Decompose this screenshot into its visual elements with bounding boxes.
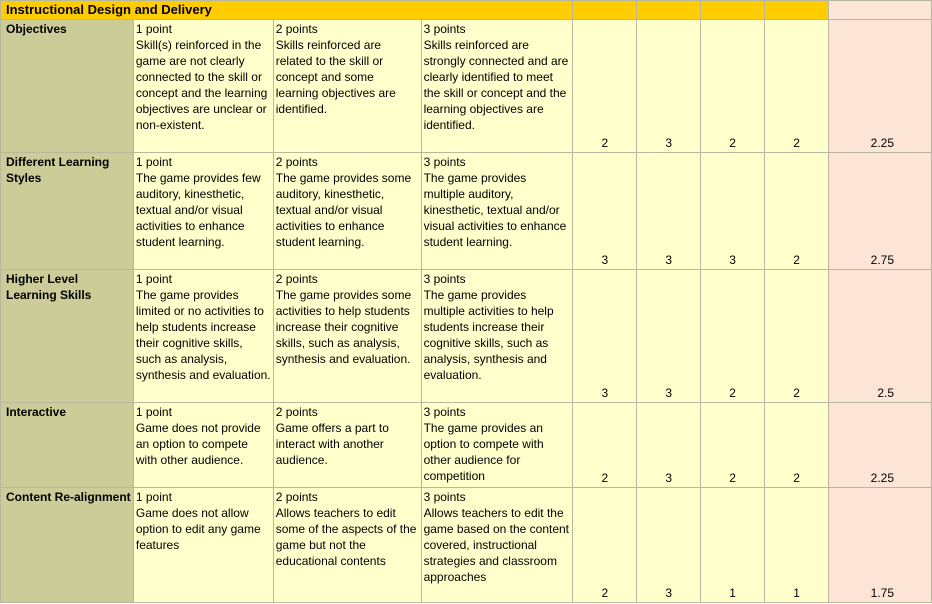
header-cell-score-1[interactable] xyxy=(573,1,637,20)
level-points-label: 3 points xyxy=(423,155,466,169)
level-description: The game provides some activities to help students increase their cognitive skills, such as analysis, synthesis and evaluation. xyxy=(275,288,412,366)
average-cell[interactable]: 2.5 xyxy=(828,270,931,403)
score-cell-4[interactable]: 2 xyxy=(765,153,829,270)
score-cell-4[interactable]: 2 xyxy=(765,20,829,153)
level-description: Allows teachers to edit the game based on the content covered, instructional strategies and classroom approaches xyxy=(423,506,570,584)
level-description: The game provides multiple activities to help students increase their cognitive skills, such as analysis, synthesis and evaluation. xyxy=(423,288,554,382)
level-description: The game provides multiple auditory, kinesthetic, textual and/or visual activities to enhance student learning. xyxy=(423,171,567,249)
level-description: Skills reinforced are related to the skill or concept and some learning objectives are identified. xyxy=(275,38,396,116)
criterion-cell[interactable]: Objectives xyxy=(1,20,134,153)
criterion-cell[interactable]: Higher Level Learning Skills xyxy=(1,270,134,403)
level-points-label: 3 points xyxy=(423,22,466,36)
score-cell-2[interactable]: 3 xyxy=(637,403,701,488)
level-description: Skills reinforced are strongly connected and are clearly identified to meet the skill or concept and the learning objectives are identified. xyxy=(423,38,569,132)
level-points-label: 3 points xyxy=(423,490,466,504)
score-cell-1[interactable]: 3 xyxy=(573,153,637,270)
criterion-cell[interactable]: Different Learning Styles xyxy=(1,153,134,270)
level-description: Game does not allow option to edit any game features xyxy=(135,506,261,552)
table-row xyxy=(1,403,932,488)
rubric-body xyxy=(1,20,932,603)
score-cell-3[interactable]: 2 xyxy=(701,270,765,403)
level-3-cell[interactable] xyxy=(421,20,573,153)
level-points-label: 2 points xyxy=(275,405,318,419)
level-3-cell[interactable] xyxy=(421,488,573,603)
average-cell[interactable]: 2.25 xyxy=(828,20,931,153)
average-cell[interactable]: 2.25 xyxy=(828,403,931,488)
header-cell-score-2[interactable] xyxy=(637,1,701,20)
level-points-label: 2 points xyxy=(275,490,318,504)
level-2-cell[interactable] xyxy=(273,270,421,403)
level-1-cell[interactable] xyxy=(133,270,273,403)
level-description: Allows teachers to edit some of the aspects of the game but not the educational contents xyxy=(275,506,417,568)
score-cell-2[interactable]: 3 xyxy=(637,20,701,153)
section-title[interactable]: Instructional Design and Delivery xyxy=(1,1,573,20)
section-header-row xyxy=(1,1,932,20)
level-2-cell[interactable] xyxy=(273,153,421,270)
score-cell-1[interactable]: 3 xyxy=(573,270,637,403)
level-description: Skill(s) reinforced in the game are not clearly connected to the skill or concept and the learning objectives are unclear or non-existent. xyxy=(135,38,268,132)
header-cell-score-3[interactable] xyxy=(701,1,765,20)
level-points-label: 1 point xyxy=(135,405,172,419)
header-cell-average[interactable] xyxy=(828,1,931,20)
level-1-cell[interactable] xyxy=(133,488,273,603)
level-3-cell[interactable] xyxy=(421,403,573,488)
level-description: Game offers a part to interact with another audience. xyxy=(275,421,389,467)
level-points-label: 3 points xyxy=(423,272,466,286)
level-2-cell[interactable] xyxy=(273,403,421,488)
score-cell-4[interactable]: 2 xyxy=(765,270,829,403)
score-cell-3[interactable]: 2 xyxy=(701,20,765,153)
level-2-cell[interactable] xyxy=(273,488,421,603)
score-cell-1[interactable]: 2 xyxy=(573,403,637,488)
level-3-cell[interactable] xyxy=(421,270,573,403)
score-cell-3[interactable]: 2 xyxy=(701,403,765,488)
level-points-label: 1 point xyxy=(135,22,172,36)
score-cell-4[interactable]: 1 xyxy=(765,488,829,603)
score-cell-3[interactable]: 3 xyxy=(701,153,765,270)
table-row xyxy=(1,488,932,603)
score-cell-2[interactable]: 3 xyxy=(637,270,701,403)
level-description: Game does not provide an option to compete with other audience. xyxy=(135,421,261,467)
level-3-cell[interactable] xyxy=(421,153,573,270)
table-row xyxy=(1,20,932,153)
criterion-cell[interactable]: Content Re-alignment xyxy=(1,488,134,603)
table-row xyxy=(1,153,932,270)
score-cell-1[interactable]: 2 xyxy=(573,488,637,603)
level-1-cell[interactable] xyxy=(133,403,273,488)
level-1-cell[interactable] xyxy=(133,153,273,270)
score-cell-2[interactable]: 3 xyxy=(637,153,701,270)
score-cell-4[interactable]: 2 xyxy=(765,403,829,488)
level-points-label: 3 points xyxy=(423,405,466,419)
average-cell[interactable]: 2.75 xyxy=(828,153,931,270)
level-points-label: 2 points xyxy=(275,272,318,286)
score-cell-1[interactable]: 2 xyxy=(573,20,637,153)
level-description: The game provides limited or no activities to help students increase their cognitive skills, such as analysis, synthesis and evaluation. xyxy=(135,288,271,382)
score-cell-2[interactable]: 3 xyxy=(637,488,701,603)
level-points-label: 1 point xyxy=(135,272,172,286)
level-points-label: 1 point xyxy=(135,490,172,504)
level-1-cell[interactable] xyxy=(133,20,273,153)
level-2-cell[interactable] xyxy=(273,20,421,153)
level-description: The game provides an option to compete with other audience for competition xyxy=(423,421,544,483)
level-description: The game provides some auditory, kinesthetic, textual and/or visual activities to enhance student learning. xyxy=(275,171,412,249)
level-points-label: 2 points xyxy=(275,155,318,169)
level-points-label: 2 points xyxy=(275,22,318,36)
criterion-cell[interactable]: Interactive xyxy=(1,403,134,488)
level-description: The game provides few auditory, kinesthetic, textual and/or visual activities to enhance student learning. xyxy=(135,171,261,249)
score-cell-3[interactable]: 1 xyxy=(701,488,765,603)
table-row xyxy=(1,270,932,403)
header-cell-score-4[interactable] xyxy=(765,1,829,20)
average-cell[interactable]: 1.75 xyxy=(828,488,931,603)
level-points-label: 1 point xyxy=(135,155,172,169)
